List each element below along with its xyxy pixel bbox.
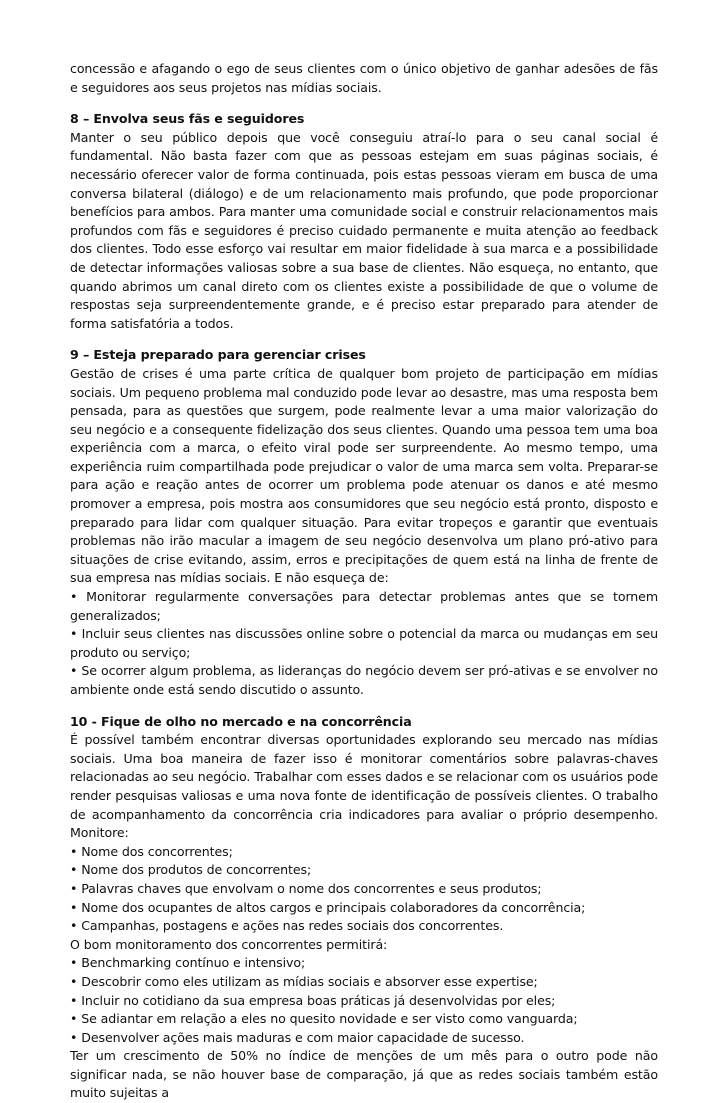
allows-bullet-item: • Se adiantar em relação a eles no quesito novidade e ser visto como vanguarda; — [70, 1011, 578, 1027]
section-9-bullet-item: • Se ocorrer algum problema, as lideranças do negócio devem ser pró-ativas e se envolver no ambiente onde está sendo discutido o assunto. — [70, 663, 658, 697]
section-9-bullet-item: • Incluir seus clientes nas discussões online sobre o potencial da marca ou mudanças em seu produto ou serviço; — [70, 626, 658, 660]
section-9 — [70, 346, 658, 699]
intro-section — [70, 60, 658, 97]
section-8-paragraph: Manter o seu público depois que você conseguiu atraí-lo para o seu canal social é fundamental. Não basta fazer com que as pessoas estejam em suas páginas sociais, é necessário oferecer valor de forma continuada, pois estas pessoas vieram em busca de uma conversa bilateral (diálogo) e de um relacionamento mais profundo, que pode proporcionar benefícios para ambos. Para manter uma comunidade social e construir relacionamentos mais profundos com fãs e seguidores é preciso cuidado permanente e muita atenção ao feedback dos clientes. Todo esse esforço vai resultar em maior fidelidade à sua marca e a possibilidade de detectar informações valiosas sobre a sua base de clientes. Não esqueça, no entanto, que quando abrimos um canal direto com os clientes existe a possibilidade de que o volume de respostas seja surpreendentemente grande, e é preciso estar preparado para atender de forma satisfatória a todos. — [70, 129, 658, 331]
monitor-bullet-item: • Campanhas, postagens e ações nas redes sociais dos concorrentes. — [70, 918, 504, 934]
closing-paragraph: Ter um crescimento de 50% no índice de menções de um mês para o outro pode não significar nada, se não houver base de comparação, já que as redes sociais também estão muito sujeitas a — [70, 1048, 658, 1101]
section-10 — [70, 713, 658, 1103]
monitor-bullet-item: • Nome dos produtos de concorrentes; — [70, 862, 312, 878]
section-9-paragraph: Gestão de crises é uma parte crítica de qualquer bom projeto de participação em mídias sociais. Um pequeno problema mal conduzido pode levar ao desastre, mas uma resposta bem pensada, para as questões que surgem, pode realmente levar a uma maior valorização do seu negócio e a consequente fidelização dos seus clientes. Quando uma pessoa tem uma boa experiência com a marca, o efeito viral pode ser surpreendente. Ao mesmo tempo, uma experiência ruim compartilhada pode prejudicar o valor de uma marca sem volta. Preparar-se para ação e reação antes de ocorrer um problema pode atenuar os danos e até mesmo promover a empresa, pois mostra aos consumidores que seu negócio está pronto, disposto e preparado para lidar com qualquer situação. Para evitar tropeços e garantir que eventuais problemas não irão macular a imagem de seu negócio desenvolva um plano pró-ativo para situações de crise evitando, assim, erros e precipitações de quem está na linha de frente de sua empresa nas mídias sociais. E não esqueça de: — [70, 365, 658, 586]
allows-bullet-item: • Desenvolver ações mais maduras e com maior capacidade de sucesso. — [70, 1029, 525, 1045]
section-10-paragraph: É possível também encontrar diversas oportunidades explorando seu mercado nas mídias sociais. Uma boa maneira de fazer isso é monitorar comentários sobre palavras-chaves relacionadas ao seu negócio. Trabalhar com esses dados e se relacionar com os usuários pode render pesquisas valiosas e uma nova fonte de identificação de possíveis clientes. O trabalho de acompanhamento da concorrência cria indicadores para avaliar o próprio desempenho. Monitore: — [70, 732, 658, 841]
allows-bullet-item: • Incluir no cotidiano da sua empresa boas práticas já desenvolvidas por eles; — [70, 992, 556, 1008]
section-9-heading: 9 – Esteja preparado para gerenciar crises — [70, 347, 366, 363]
section-8-heading: 8 – Envolva seus fãs e seguidores — [70, 111, 305, 127]
allows-bullet-item: • Descobrir como eles utilizam as mídias sociais e absorver esse expertise; — [70, 973, 538, 989]
intro-paragraph: concessão e afagando o ego de seus clientes com o único objetivo de ganhar adesões de fãs e seguidores aos seus projetos nas mídias sociais. — [70, 61, 658, 95]
monitor-bullet-item: • Palavras chaves que envolvam o nome dos concorrentes e seus produtos; — [70, 880, 542, 896]
section-9-bullet-item: • Monitorar regularmente conversações para detectar problemas antes que se tornem generalizados; — [70, 589, 658, 623]
monitor-bullet-item: • Nome dos ocupantes de altos cargos e principais colaboradores da concorrência; — [70, 899, 586, 915]
allows-intro-line: O bom monitoramento dos concorrentes permitirá: — [70, 936, 388, 952]
allows-bullet-item: • Benchmarking contínuo e intensivo; — [70, 955, 306, 971]
section-8 — [70, 110, 658, 333]
section-10-heading: 10 - Fique de olho no mercado e na concorrência — [70, 713, 412, 729]
monitor-bullet-item: • Nome dos concorrentes; — [70, 843, 233, 859]
